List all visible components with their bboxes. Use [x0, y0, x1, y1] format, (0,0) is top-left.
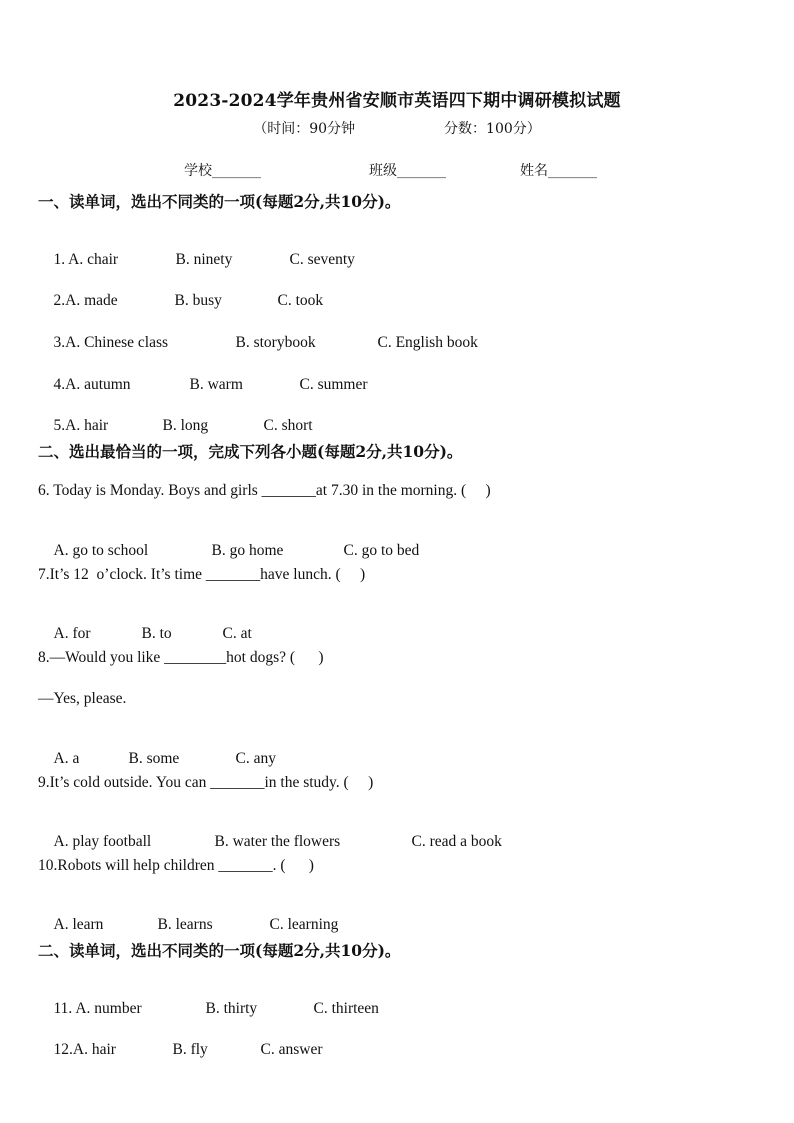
- q3-option-a: 3.A. Chinese class: [53, 334, 169, 351]
- q4-option-a: 4.A. autumn: [53, 376, 131, 393]
- question-12: [38, 1023, 323, 1077]
- q12-option-c: C. answer: [260, 1041, 323, 1058]
- q6-option-b: B. go home: [211, 542, 284, 559]
- q10-option-a: A. learn: [53, 916, 104, 933]
- q8-option-b: B. some: [128, 750, 180, 767]
- q9-option-b: B. water the flowers: [214, 833, 341, 850]
- q7-option-c: C. at: [222, 625, 252, 642]
- q9-option-a: A. play football: [53, 833, 152, 850]
- question-7-stem: 7.It’s 12 o’clock. It’s time _______have lunch. ( ): [38, 566, 366, 583]
- question-10-stem: 10.Robots will help children _______. ( ): [38, 857, 314, 874]
- class-field: 班级_______: [369, 163, 446, 179]
- q1-option-b: B. ninety: [175, 251, 233, 268]
- question-8-reply: —Yes, please.: [38, 690, 127, 707]
- q5-option-a: 5.A. hair: [53, 417, 109, 434]
- q2-option-b: B. busy: [174, 292, 222, 309]
- question-6-stem: 6. Today is Monday. Boys and girls _______at 7.30 in the morning. ( ): [38, 482, 491, 499]
- q11-option-b: B. thirty: [205, 1000, 258, 1017]
- q7-option-b: B. to: [141, 625, 172, 642]
- q6-option-c: C. go to bed: [343, 542, 420, 559]
- q8-option-c: C. any: [235, 750, 276, 767]
- q3-option-c: C. English book: [377, 334, 478, 351]
- q9-option-c: C. read a book: [411, 833, 502, 850]
- name-field: 姓名_______: [520, 163, 597, 179]
- q8-option-a: A. a: [53, 750, 80, 767]
- q11-option-c: C. thirteen: [313, 1000, 379, 1017]
- q12-option-a: 12.A. hair: [53, 1041, 116, 1058]
- section-heading-3: 二、读单词，选出不同类的一项(每题2分,共10分)。: [38, 941, 401, 960]
- section-heading-1: 一、读单词，选出不同类的一项(每题2分,共10分)。: [38, 192, 401, 211]
- question-9-stem: 9.It’s cold outside. You can _______in the study. ( ): [38, 774, 374, 791]
- q12-option-b: B. fly: [172, 1041, 208, 1058]
- q1-option-c: C. seventy: [289, 251, 355, 268]
- exam-subtitle: （时间：90分钟 分数：100分）: [253, 121, 541, 137]
- page-title: 2023-2024学年贵州省安顺市英语四下期中调研模拟试题: [173, 91, 621, 111]
- q1-option-a: 1. A. chair: [53, 251, 119, 268]
- q10-option-c: C. learning: [269, 916, 339, 933]
- q6-option-a: A. go to school: [53, 542, 149, 559]
- q2-option-a: 2.A. made: [53, 292, 118, 309]
- q3-option-b: B. storybook: [235, 334, 316, 351]
- q5-option-c: C. short: [263, 417, 313, 434]
- q4-option-b: B. warm: [189, 376, 243, 393]
- q10-option-b: B. learns: [157, 916, 213, 933]
- section-heading-2: 二、选出最恰当的一项，完成下列各小题(每题2分,共10分)。: [38, 442, 463, 461]
- q4-option-c: C. summer: [299, 376, 368, 393]
- q11-option-a: 11. A. number: [53, 1000, 142, 1017]
- q2-option-c: C. took: [277, 292, 324, 309]
- q5-option-b: B. long: [162, 417, 209, 434]
- school-field: 学校_______: [184, 163, 261, 179]
- question-8-stem: 8.—Would you like ________hot dogs? ( ): [38, 649, 324, 666]
- q7-option-a: A. for: [53, 625, 91, 642]
